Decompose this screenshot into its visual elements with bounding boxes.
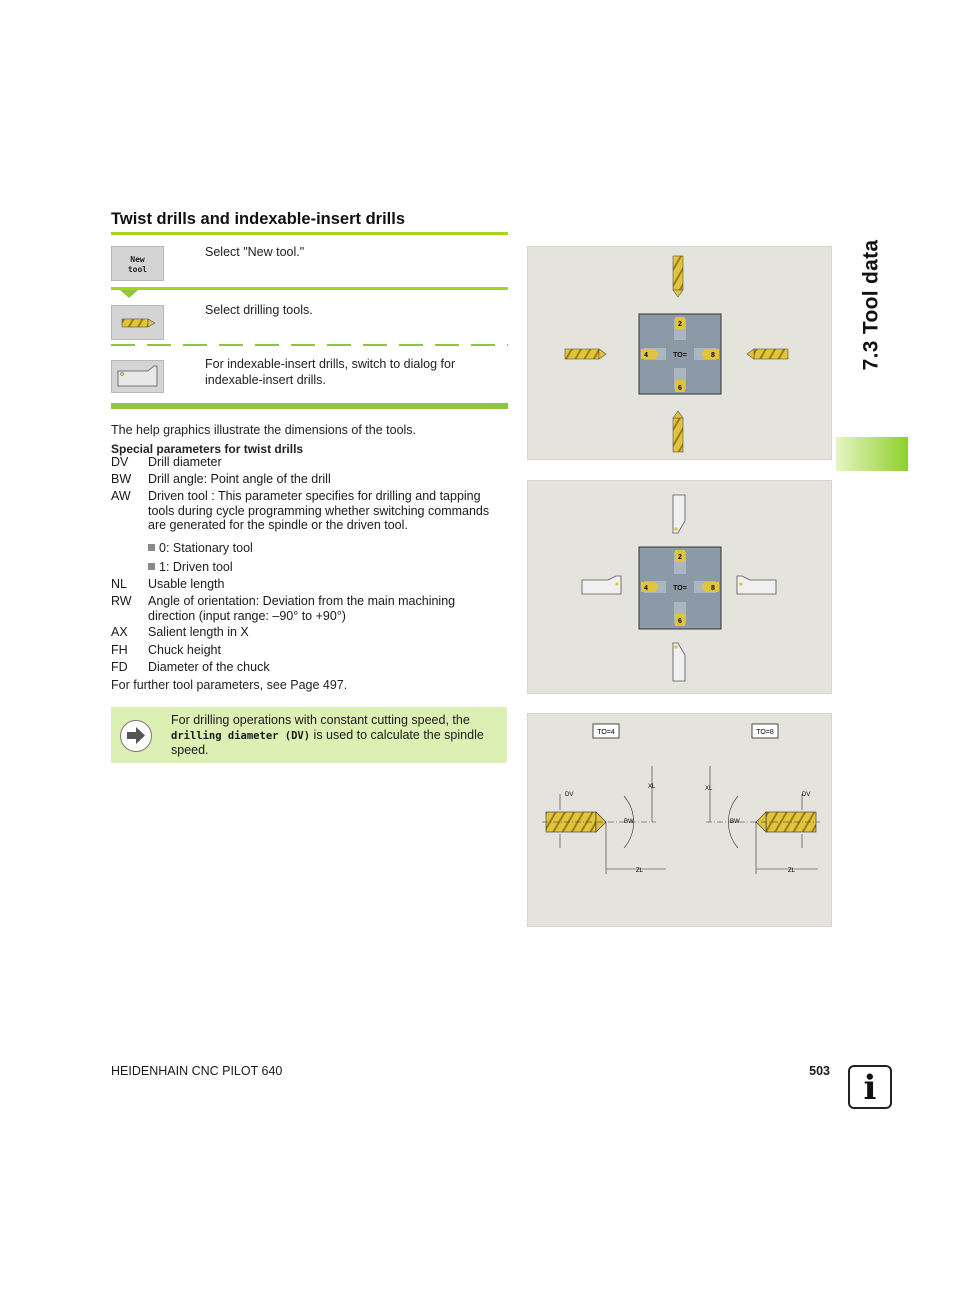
pos-label-bottom: 6	[678, 618, 682, 625]
aw-option-1	[148, 559, 233, 575]
dim-bw-left: BW	[624, 819, 634, 825]
figure-twist-drill-positions	[527, 246, 832, 460]
tag-right: TO=8	[756, 729, 774, 736]
param-desc: Usable length	[148, 577, 225, 591]
step-divider-dashed	[111, 344, 508, 346]
insert-drill-bottom-icon	[673, 643, 685, 681]
figure-drill-dimensions	[527, 713, 832, 927]
page-number: 503	[809, 1064, 830, 1078]
tag-left: TO=4	[597, 729, 615, 736]
param-desc: Angle of orientation: Deviation from the main machining direction (input range: –90° to +90°)	[148, 594, 456, 623]
pos-label-bottom: 6	[678, 385, 682, 392]
arrow-right-icon	[120, 720, 152, 752]
pos-label-left: 4	[644, 352, 648, 359]
intro-text: The help graphics illustrate the dimensions of the tools.	[111, 423, 417, 437]
step-divider-top	[111, 232, 508, 235]
param-key: FH	[111, 643, 128, 657]
aw-option-text: 1: Driven tool	[159, 560, 233, 574]
drill-right-icon	[747, 349, 788, 359]
step-1-text: Select "New tool."	[205, 245, 305, 259]
dim-bw-right: BW	[730, 819, 740, 825]
param-desc: Salient length in X	[148, 625, 249, 639]
twist-drill-softkey[interactable]	[111, 305, 164, 340]
dim-dv-left: DV	[565, 792, 574, 798]
pos-label-top: 2	[678, 554, 682, 561]
footer-product: HEIDENHAIN CNC PILOT 640	[111, 1064, 283, 1078]
dim-zl-left: ZL	[636, 868, 644, 874]
pos-label-top: 2	[678, 321, 682, 328]
dim-dv-right: DV	[802, 792, 811, 798]
dim-xl-right: XL	[705, 786, 713, 792]
center-label: TO=	[673, 352, 687, 359]
params-heading: Special parameters for twist drills	[111, 442, 304, 456]
pos-label-left: 4	[644, 585, 648, 592]
param-desc: Drill angle: Point angle of the drill	[148, 472, 331, 486]
param-desc: Drill diameter	[148, 455, 222, 469]
side-chapter-text: 7.3 Tool data	[859, 239, 883, 371]
step-2-text: Select drilling tools.	[205, 303, 313, 317]
figure-insert-drill-positions	[527, 480, 832, 694]
selection-arrow-icon	[120, 290, 138, 298]
param-key: FD	[111, 660, 128, 674]
dim-xl-left: XL	[648, 784, 656, 790]
drill-right-dimensioned	[706, 766, 820, 874]
note-code: drilling diameter (DV)	[171, 729, 311, 742]
step-divider-2	[111, 287, 508, 290]
insert-drill-left-icon	[582, 576, 621, 594]
param-key: AX	[111, 625, 128, 639]
note-text-after: is used to calculate the spindle speed.	[171, 727, 484, 757]
aw-option-0	[148, 540, 253, 556]
side-chapter-heading	[836, 205, 906, 405]
softkey-line-2: tool	[127, 265, 148, 274]
pos-label-right: 8	[711, 352, 715, 359]
param-key: BW	[111, 472, 132, 486]
dim-zl-right: ZL	[788, 868, 796, 874]
note-text	[171, 713, 501, 758]
indexable-insert-drill-softkey[interactable]	[111, 360, 164, 393]
drill-left-icon	[565, 349, 606, 359]
bullet-icon	[148, 544, 155, 551]
insert-drill-top-icon	[673, 495, 685, 533]
note-text-before: For drilling operations with constant cutting speed, the	[171, 713, 470, 727]
steps-divider-bottom	[111, 403, 508, 409]
drill-bottom-icon	[673, 411, 683, 452]
insert-drill-icon	[112, 361, 163, 392]
further-parameters-text: For further tool parameters, see Page 497.	[111, 678, 348, 692]
param-desc: Driven tool : This parameter specifies for drilling and tapping tools during cycle programming whether switching commands are generated for the spindle or the driven tool.	[148, 489, 490, 532]
param-key: RW	[111, 594, 132, 608]
softkey-line-1: New	[130, 255, 145, 264]
param-key: DV	[111, 455, 129, 469]
param-key: AW	[111, 489, 131, 503]
new-tool-softkey[interactable]	[111, 246, 164, 281]
param-desc: Chuck height	[148, 643, 221, 657]
center-label: TO=	[673, 585, 687, 592]
insert-drill-right-icon	[737, 576, 776, 594]
chapter-tab	[836, 437, 908, 471]
note-box	[111, 707, 507, 763]
step-3-text: For indexable-insert drills, switch to dialog for indexable-insert drills.	[205, 357, 456, 387]
bullet-icon	[148, 563, 155, 570]
param-desc: Diameter of the chuck	[148, 660, 270, 674]
drill-top-icon	[673, 256, 683, 297]
aw-option-text: 0: Stationary tool	[159, 541, 253, 555]
section-title: Twist drills and indexable-insert drills	[111, 210, 406, 228]
pos-label-right: 8	[711, 585, 715, 592]
drill-left-dimensioned	[542, 766, 666, 874]
info-icon: i	[848, 1065, 892, 1109]
twist-drill-icon	[112, 306, 163, 339]
param-key: NL	[111, 577, 127, 591]
